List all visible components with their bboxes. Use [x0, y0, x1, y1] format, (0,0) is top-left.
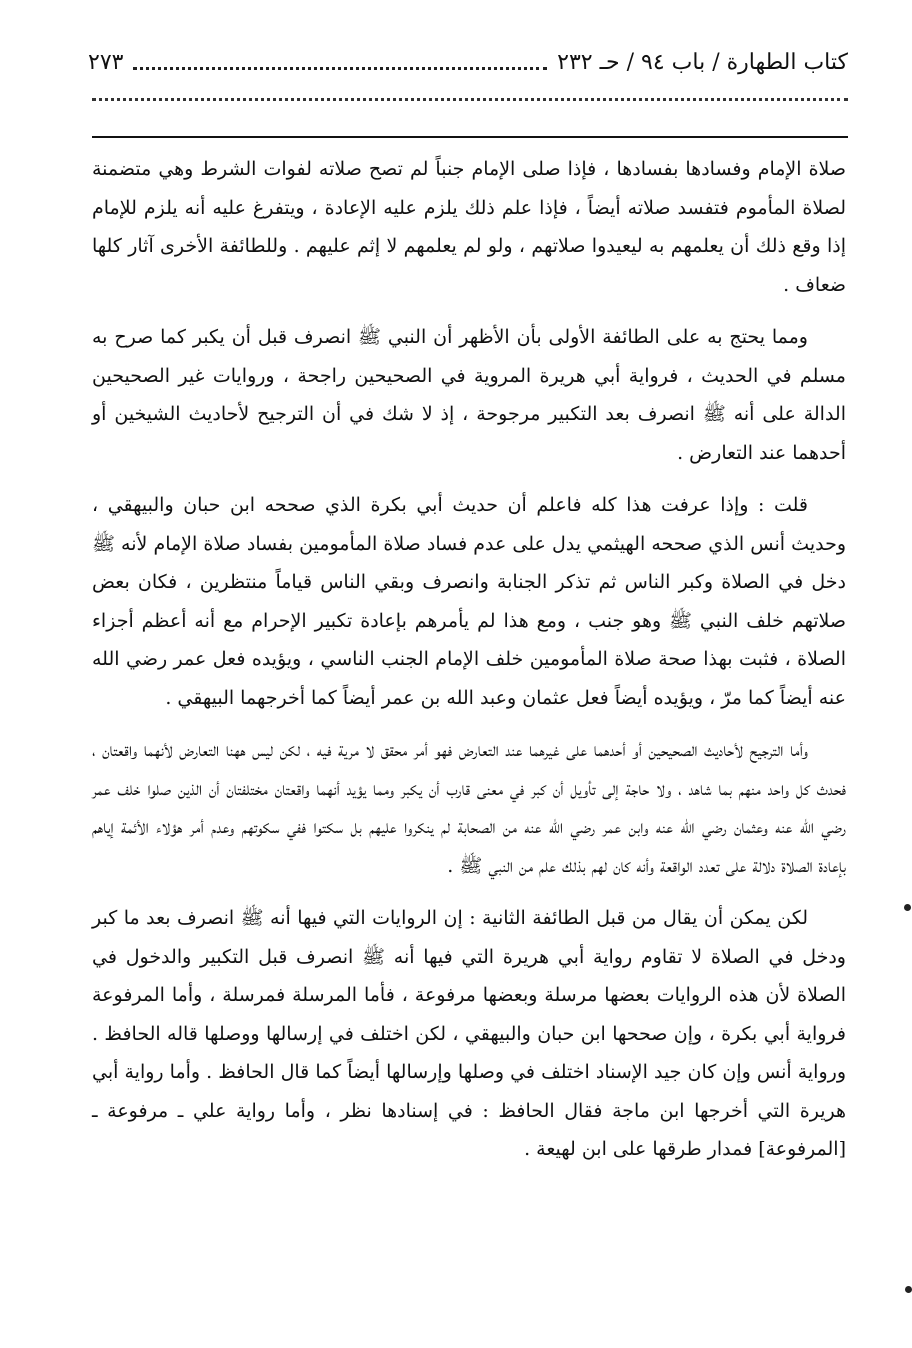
header-title: كتاب الطهارة / باب ٩٤ / حـ ٢٣٢: [557, 49, 848, 75]
running-header: [88, 44, 848, 80]
header-dot-leader: [133, 67, 547, 70]
header-dotted-line: [92, 98, 848, 101]
margin-dot: [905, 1286, 912, 1293]
main-text: [92, 150, 846, 1183]
paragraph: ومما يحتج به على الطائفة الأولى بأن الأظهر أن النبي ﷺ انصرف قبل أن يكبر كما صرح به مسلم في الحديث ، فرواية أبي هريرة المروية في الصحيحين راجحة ، وروايات غير الصحيحين الدالة على أنه ﷺ انصرف بعد التكبير مرجوحة ، إذ لا شك في أن الترجيح لأحاديث الشيخين أو أحدهما عند التعارض .: [92, 326, 846, 464]
paragraph: صلاة الإمام وفسادها بفسادها ، فإذا صلى الإمام جنباً لم تصح صلاته لفوات الشرط وهي متضمنة لصلاة المأموم فتفسد صلاته أيضاً ، فإذا علم ذلك يلزم عليه الإعادة ، ويتفرغ عليه أنه يلزم للإمام إذا وقع ذلك أن يعلمهم به ليعيدوا صلاتهم ، ولو لم يعلمهم لا إثم عليهم . وللطائفة الأخرى آثار كلها ضعاف .: [92, 158, 846, 296]
page-number: ٢٧٣: [88, 49, 124, 75]
header-rule: [92, 136, 848, 138]
paragraph: لكن يمكن أن يقال من قبل الطائفة الثانية : إن الروايات التي فيها أنه ﷺ انصرف بعد ما كبر ودخل في الصلاة لا تقاوم رواية أبي هريرة التي فيها أنه ﷺ انصرف قبل التكبير والدخول في الصلاة لأن هذه الروايات بعضها مرسلة وبعضها مرفوعة ، فأما المرسلة فمرسلة ، وأما المرفوعة فرواية أبي بكرة ، وإن صححها ابن حبان والبيهقي ، لكن اختلف في إرسالها ووصلها قاله الحافظ . ورواية أنس وإن كان جيد الإسناد اختلف في وصلها وإرسالها أيضاً كما قال الحافظ . وأما رواية أبي هريرة التي أخرجها ابن ماجة فقال الحافظ : في إسنادها نظر ، وأما رواية علي ـ مرفوعة ـ [المرفوعة] فمدار طرقها على ابن لهيعة .: [92, 907, 847, 1160]
paragraph: وأما الترجيح لأحاديث الصحيحين أو أحدهما على غيرهما عند التعارض فهو أمر محقق لا مرية فيه ، لكن ليس ههنا التعارض لأنهما واقعتان ، فحدث كل واحد منهم بما شاهد ، ولا حاجة إلى تأويل أن كبر في معنى قارب أن يكبر ومما يؤيد أنهما واقعتان مختلفتان أن الذين صلوا خلف عمر رضي الله عنه وعثمان رضي الله عنه وابن عمر رضي الله عنه من الصحابة لم ينكروا عليهم بل سكتوا ففي سكوتهم وعدم أمر هؤلاء الأئمة إياهم بإعادة الصلاة دلالة على تعدد الواقعة وأنه كان لهم بذلك علم من النبي ﷺ .: [92, 739, 846, 877]
margin-dot: [904, 904, 911, 911]
paragraph: قلت : وإذا عرفت هذا كله فاعلم أن حديث أبي بكرة الذي صححه ابن حبان والبيهقي ، وحديث أنس الذي صححه الهيثمي يدل على عدم فساد صلاة المأمومين بفساد صلاة الإمام لأنه ﷺ دخل في الصلاة وكبر الناس ثم تذكر الجنابة وانصرف وبقي الناس قياماً منتظرين ، فكان بعض صلاتهم خلف النبي ﷺ وهو جنب ، ومع هذا لم يأمرهم بإعادة تكبير الإحرام مع أنه أعظم أجزاء الصلاة ، فثبت بهذا صحة صلاة المأمومين خلف الإمام الجنب الناسي ، ويؤيده فعل عمر رضي الله عنه أيضاً كما مرّ ، ويؤيده أيضاً فعل عثمان وعبد الله بن عمر أيضاً كما أخرجهما البيهقي .: [92, 494, 846, 709]
